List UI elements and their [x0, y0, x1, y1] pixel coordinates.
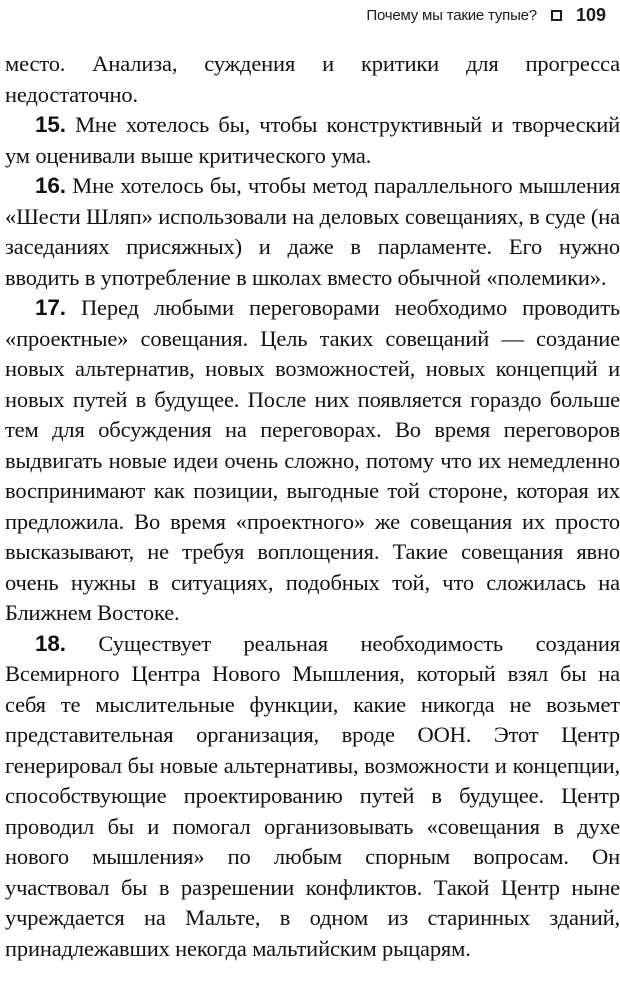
numbered-paragraph-18 [5, 629, 620, 965]
running-header [366, 0, 606, 30]
numbered-paragraph-16 [5, 171, 620, 293]
page-body [5, 49, 620, 964]
paragraph-text: Мне хотелось бы, чтобы конструктивный и творческий ум оценивали выше критического ума. [5, 112, 620, 168]
paragraph-number: 15. [35, 112, 66, 137]
square-bullet-icon [551, 10, 562, 21]
numbered-paragraph-15 [5, 110, 620, 171]
running-title: Почему мы такие тупые? [366, 6, 537, 24]
continuation-paragraph: место. Анализа, суждения и критики для прогресса недостаточно. [5, 51, 620, 107]
paragraph-text: Перед любыми переговорами необходимо проводить «проектные» совещания. Цель таких совещаний — создание новых альтернатив, новых возможностей, новых концепций и новых путей в будущее. После них появляется гораздо больше тем для обсуждения на переговорах. Во время переговоров выдвигать новые идеи очень сложно, потому что их немедленно воспринимают как позиции, выгодные той стороне, которая их предложила. Во время «проектного» же совещания их просто высказывают, не требуя воплощения. Такие совещания явно очень нужны в ситуациях, подобных той, что сложилась на Ближнем Востоке. [5, 295, 620, 625]
page-number: 109 [575, 4, 606, 25]
paragraph-number: 16. [35, 173, 66, 198]
paragraph-text: Мне хотелось бы, чтобы метод параллельного мышления «Шести Шляп» использовали на деловых совещаниях, в суде (на заседаниях присяжных) и даже в парламенте. Его нужно вводить в употребление в школах вместо обычной «полемики». [5, 173, 620, 290]
paragraph-number: 17. [35, 295, 66, 320]
paragraph-number: 18. [35, 630, 66, 656]
paragraph-text: Существует реальная необходимость создания Всемирного Центра Нового Мышления, который взял бы на себя те мыслительные функции, какие никогда не возьмет представительная организация, вроде ООН. Этот Центр генерировал бы новые альтернативы, возможности и концепции, способствующие проектированию путей в будущее. Центр проводил бы и помогал организовывать «совещания в духе нового мышления» по любым спорным вопросам. Он участвовал бы в разрешении конфликтов. Такой Центр ныне учреждается на Мальте, в одном из старинных зданий, принадлежавших некогда мальтийским рыцарям. [5, 630, 620, 961]
numbered-paragraph-17 [5, 293, 620, 629]
